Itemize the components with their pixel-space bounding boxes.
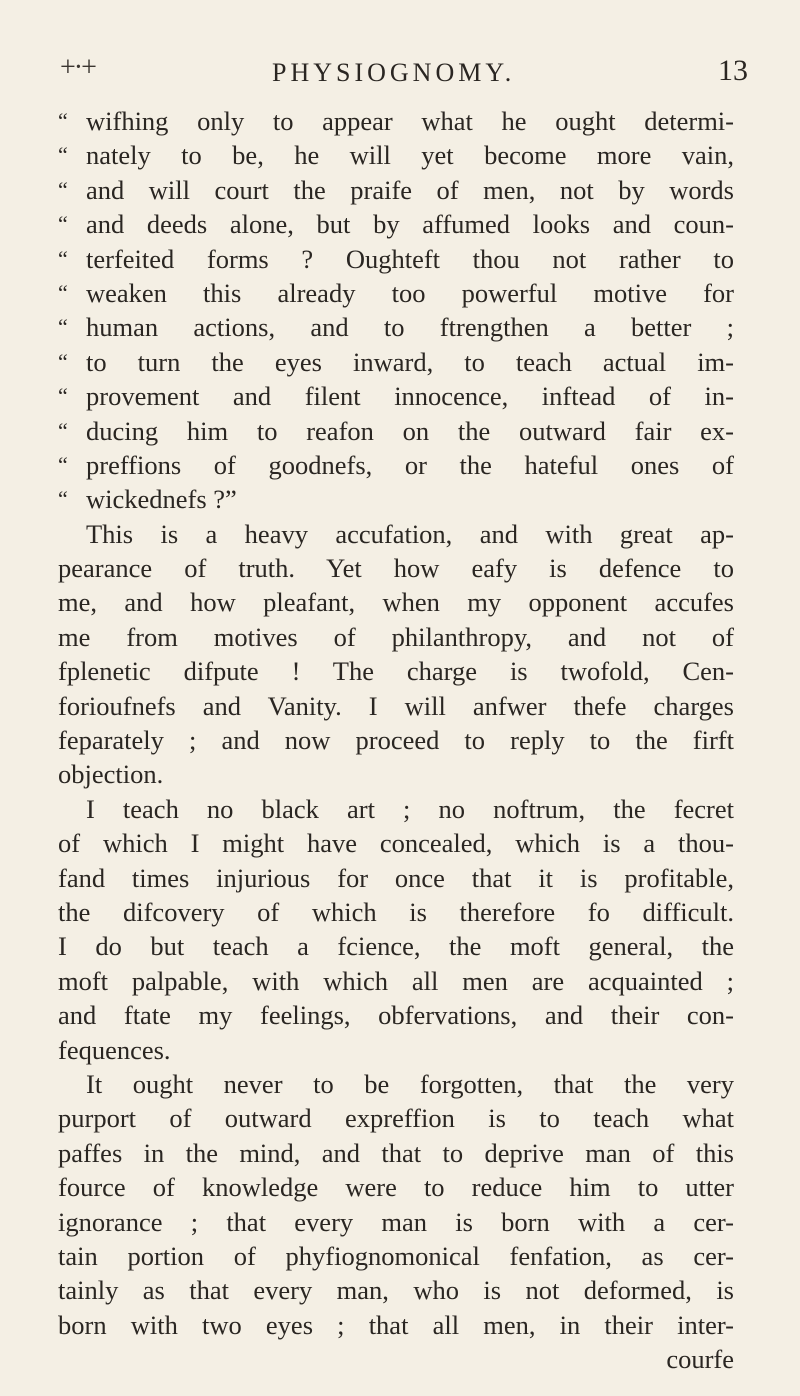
line-text: objection. xyxy=(58,759,164,790)
text-line xyxy=(58,826,734,860)
line-text: courfe xyxy=(666,1344,734,1375)
line-text: me from motives of philanthropy, and not of xyxy=(58,621,734,652)
text-line xyxy=(58,1067,734,1101)
printer-marks: +·+ xyxy=(60,52,95,83)
line-text: born with two eyes ; that all men, in their inter- xyxy=(58,1309,734,1340)
text-line xyxy=(58,620,734,654)
text-line xyxy=(58,173,734,207)
line-text: fand times injurious for once that it is profitable, xyxy=(58,862,734,893)
text-line xyxy=(58,964,734,998)
quote-mark: “ xyxy=(58,245,68,271)
quote-mark: “ xyxy=(58,383,68,409)
quote-mark: “ xyxy=(58,176,68,202)
quote-mark: “ xyxy=(58,451,68,477)
line-text: and ftate my feelings, obfervations, and their con- xyxy=(58,1000,734,1031)
text-line xyxy=(58,1033,734,1067)
line-text: ducing him to reafon on the outward fair ex- xyxy=(86,415,734,446)
text-line xyxy=(58,207,734,241)
text-line xyxy=(58,448,734,482)
line-text: It ought never to be forgotten, that the very xyxy=(86,1068,734,1099)
text-line xyxy=(58,1239,734,1273)
running-title: PHYSIOGNOMY. xyxy=(272,58,516,87)
quote-mark: “ xyxy=(58,348,68,374)
text-line xyxy=(58,345,734,379)
text-line xyxy=(58,379,734,413)
text-line xyxy=(58,276,734,310)
text-line xyxy=(58,585,734,619)
text-line xyxy=(58,1342,734,1376)
line-text: weaken this already too powerful motive for xyxy=(86,277,734,308)
text-line xyxy=(58,895,734,929)
text-line xyxy=(58,242,734,276)
text-line xyxy=(58,689,734,723)
line-text: terfeited forms ? Oughteft thou not rather to xyxy=(86,243,734,274)
line-text: and deeds alone, but by affumed looks and coun- xyxy=(86,209,734,240)
text-line xyxy=(58,104,734,138)
text-line xyxy=(58,723,734,757)
line-text: human actions, and to ftrengthen a better ; xyxy=(86,312,734,343)
line-text: moft palpable, with which all men are acquainted ; xyxy=(58,965,734,996)
line-text: ignorance ; that every man is born with a cer- xyxy=(58,1206,734,1237)
line-text: fource of knowledge were to reduce him to utter xyxy=(58,1172,734,1203)
text-line xyxy=(58,1170,734,1204)
line-text: preffions of goodnefs, or the hateful ones of xyxy=(86,449,734,480)
text-line xyxy=(58,517,734,551)
line-text: forioufnefs and Vanity. I will anfwer thefe charges xyxy=(58,690,734,721)
text-line xyxy=(58,929,734,963)
line-text: nately to be, he will yet become more vain, xyxy=(86,140,734,171)
quote-mark: “ xyxy=(58,486,68,512)
text-line xyxy=(58,1308,734,1342)
quote-mark: “ xyxy=(58,142,68,168)
page-header xyxy=(56,52,756,92)
line-text: to turn the eyes inward, to teach actual im- xyxy=(86,346,734,377)
text-line xyxy=(58,998,734,1032)
line-text: tainly as that every man, who is not deformed, is xyxy=(58,1275,734,1306)
quote-mark: “ xyxy=(58,279,68,305)
text-line xyxy=(58,414,734,448)
line-text: of which I might have concealed, which is a thou- xyxy=(58,828,734,859)
text-line xyxy=(58,654,734,688)
text-line xyxy=(58,310,734,344)
line-text: fplenetic difpute ! The charge is twofold, Cen- xyxy=(58,656,734,687)
line-text: wickednefs ?” xyxy=(86,484,237,515)
line-text: feparately ; and now proceed to reply to the firft xyxy=(58,725,734,756)
text-line xyxy=(58,1101,734,1135)
page-number: 13 xyxy=(718,54,748,87)
text-line xyxy=(58,1273,734,1307)
text-line xyxy=(58,551,734,585)
text-line xyxy=(58,1136,734,1170)
text-line xyxy=(58,482,734,516)
line-text: fequences. xyxy=(58,1034,171,1065)
line-text: paffes in the mind, and that to deprive man of this xyxy=(58,1137,734,1168)
body-text xyxy=(58,104,734,1376)
line-text: This is a heavy accufation, and with great ap- xyxy=(86,518,734,549)
text-line xyxy=(58,792,734,826)
line-text: wifhing only to appear what he ought determi- xyxy=(86,106,734,136)
quote-mark: “ xyxy=(58,211,68,237)
line-text: I do but teach a fcience, the moft general, the xyxy=(58,931,734,962)
quote-mark: “ xyxy=(58,108,68,133)
quote-mark: “ xyxy=(58,314,68,340)
line-text: I teach no black art ; no noftrum, the fecret xyxy=(86,793,734,824)
line-text: the difcovery of which is therefore fo difficult. xyxy=(58,896,734,927)
line-text: me, and how pleafant, when my opponent accufes xyxy=(58,587,734,618)
quote-mark: “ xyxy=(58,417,68,443)
text-line xyxy=(58,757,734,791)
text-line xyxy=(58,138,734,172)
line-text: tain portion of phyfiognomonical fenfation, as cer- xyxy=(58,1240,734,1271)
line-text: and will court the praife of men, not by words xyxy=(86,174,734,205)
text-line xyxy=(58,1205,734,1239)
line-text: pearance of truth. Yet how eafy is defence to xyxy=(58,553,734,584)
line-text: purport of outward expreffion is to teach what xyxy=(58,1103,734,1134)
text-line xyxy=(58,861,734,895)
line-text: provement and filent innocence, inftead of in- xyxy=(86,381,734,412)
